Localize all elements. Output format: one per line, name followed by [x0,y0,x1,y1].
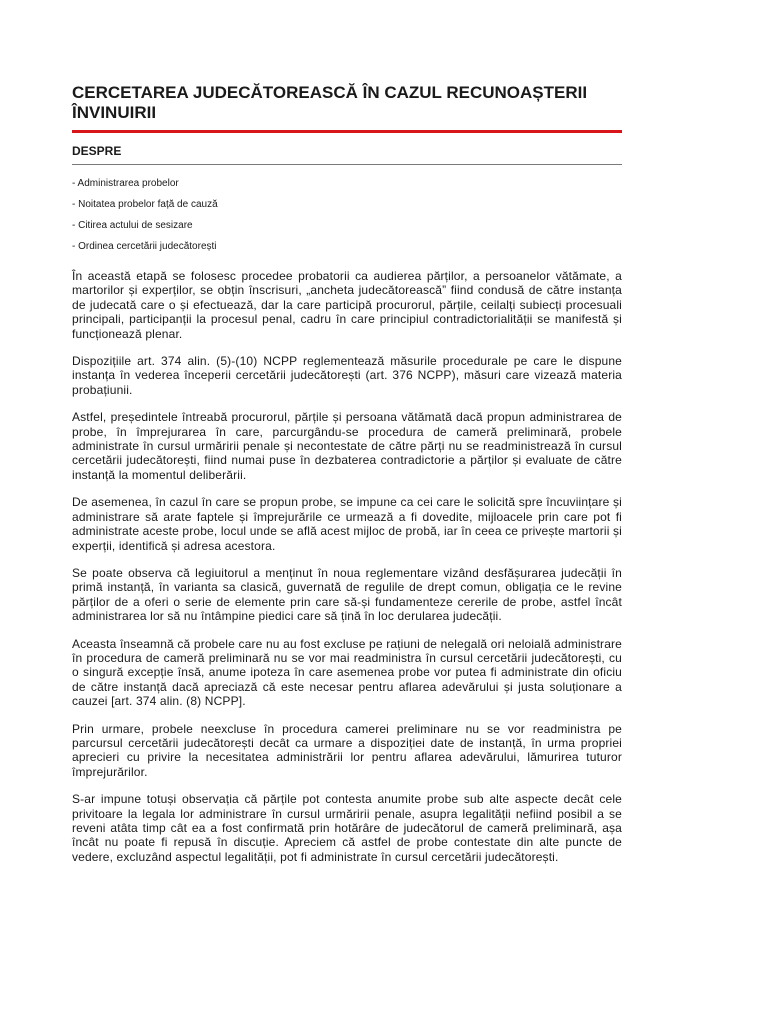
topic-list [72,173,622,257]
body-paragraph: Aceasta înseamnă că probele care nu au fost excluse pe rațiuni de nelegală ori neloială administrare în procedura de cameră preliminară nu se vor mai readministra în cursul cercetării judecătorești, cu o singură excepție însă, anume ipoteza în care asemenea probe vor putea fi administrate din oficiu de către instanță dacă apreciază că este necesar pentru aflarea adevărului și justa soluționare a cauzei [art. 374 alin. (8) NCPP]. [72,636,622,709]
body-paragraph: Se poate observa că legiuitorul a menținut în noua reglementare vizând desfășurarea judecății în primă instanță, în varianta sa clasică, guvernată de regulile de drept comun, obligația ce le revine părților de a oferi o serie de elemente prin care să-și fundamenteze cererile de probe, astfel încât administrarea lor să nu întâmpine piedici care să țină în loc derularea judecății. [72,565,622,624]
body-paragraph: De asemenea, în cazul în care se propun probe, se impune ca cei care le solicită spre încuviințare și administrare să arate faptele și împrejurările ce urmează a fi dovedite, mijloacele prin care pot fi administrate aceste probe, locul unde se află acest mijloc de probă, iar în ceea ce privește martorii și experții, identifică și adresa acestora. [72,495,622,553]
document-body [72,269,622,864]
body-paragraph: Dispozițiile art. 374 alin. (5)-(10) NCPP reglementează măsurile procedurale pe care le dispune instanța în vederea începerii cercetării judecătorești (art. 376 NCPP), măsuri care vizează materia probațiunii. [72,354,622,397]
topic-item: - Noitatea probelor față de cauză [72,199,218,210]
topic-item: - Ordinea cercetării judecătorești [72,241,217,252]
document-title: CERCETAREA JUDECĂTOREASCĂ ÎN CAZUL RECUNOAȘTERII ÎNVINUIRII [72,83,588,122]
body-paragraph: Astfel, președintele întreabă procurorul, părțile și persoana vătămată dacă propun administrarea de probe, în împrejurarea în care, parcurgându-se procedura de cameră preliminară, probele administrate în cursul urmăririi penale și necontestate de către părți nu se readministrează în cursul cercetării judecătorești, fiind numai puse în dezbaterea contradictorie a părților și evaluate de către instanță la momentul deliberării. [72,410,622,482]
section-heading-despre: DESPRE [72,144,122,158]
section-divider [72,164,622,165]
topic-item: - Administrarea probelor [72,178,179,189]
document-page [72,0,622,877]
body-paragraph: S-ar impune totuși observația că părțile pot contesta anumite probe sub alte aspecte decât cele privitoare la legala lor administrare în cursul urmăririi penale, asupra legalității nefiind posibil a se reveni atâta timp cât ea a fost confirmată prin hotărâre de judecătorul de cameră preliminară, așa încât nu poate fi repusă în discuție. Apreciem că astfel de probe contestate din alte puncte de vedere, excluzând aspectul legalității, pot fi administrate în cursul cercetării judecătorești. [72,792,622,864]
body-paragraph: În această etapă se folosesc procedee probatorii ca audierea părților, a persoanelor vătămate, a martorilor și experților, se obțin înscrisuri, „ancheta judecătorească” fiind condusă de către instanța de judecată care o și efectuează, dar la care participă procurorul, părțile, ceilalți subiecți procesuali principali, participanții la procesul penal, cadru în care principiul contradictorialității se manifestă și funcționează plenar. [72,269,622,341]
body-paragraph: Prin urmare, probele neexcluse în procedura camerei preliminare nu se vor readministra pe parcursul cercetării judecătorești decât ca urmare a dispoziției date de instanță, în urma propriei aprecieri cu privire la necesitatea administrării lor pentru aflarea adevărului, lămurirea tuturor împrejurărilor. [72,721,622,779]
title-divider [72,130,622,133]
topic-item: - Citirea actului de sesizare [72,220,193,231]
